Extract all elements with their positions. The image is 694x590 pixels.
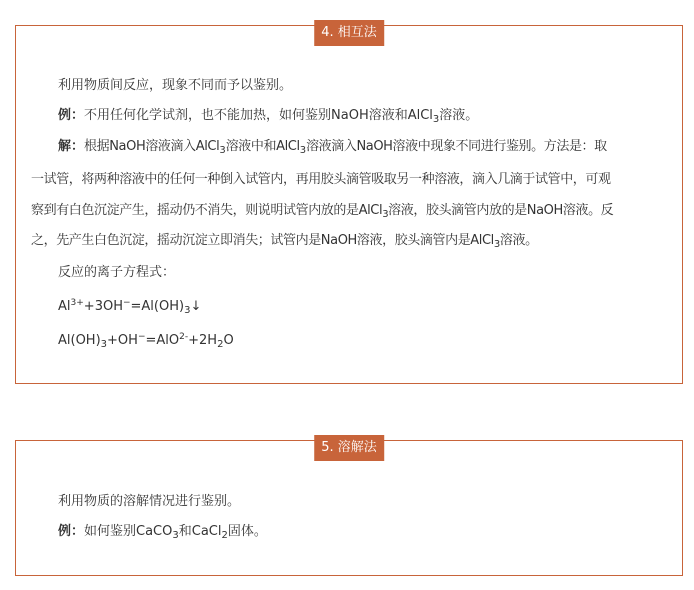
example-label: 例： <box>58 108 85 123</box>
sol3-sub: 3 <box>382 209 389 220</box>
eq1-sup1: 3+ <box>70 298 84 308</box>
s5-example-sub1: 3 <box>172 530 179 541</box>
section-4-solution-line-1 <box>58 138 674 156</box>
equation-2 <box>58 332 674 350</box>
section-4-tag: 4. 相互法 <box>314 20 384 46</box>
section-5-box <box>15 440 683 576</box>
sol1-sub1: 3 <box>219 145 226 156</box>
eq1-a: Al <box>58 299 71 314</box>
eq2-sub2: 2 <box>217 339 224 350</box>
sol1-b: 溶液中和AlCl <box>225 139 300 154</box>
section-4-example <box>58 107 674 125</box>
example-text-a: 不用任何化学试剂，也不能加热，如何鉴别NaOH溶液和AlCl <box>84 108 433 123</box>
eq1-sub: 3 <box>184 305 191 316</box>
eq2-sub1: 3 <box>100 339 108 350</box>
s5-example-sub2: 2 <box>221 530 228 541</box>
example-sub: 3 <box>432 114 440 125</box>
section-4-solution-line-3 <box>31 202 674 220</box>
solution-label: 解： <box>58 139 85 154</box>
example-label: 例： <box>58 524 85 539</box>
eq2-sup1: − <box>137 332 146 342</box>
s5-example-b: 和CaCl <box>178 524 222 539</box>
section-4-solution-line-4 <box>31 232 674 250</box>
eq1-c: =Al(OH) <box>130 299 185 314</box>
sol4-a: 之，先产生白色沉淀，摇动沉淀立即消失；试管内是NaOH溶液，胶头滴管内是AlCl <box>31 233 494 248</box>
equation-1 <box>58 298 674 316</box>
section-4-intro: 利用物质间反应，现象不同而予以鉴别。 <box>58 78 293 93</box>
s5-example-c: 固体。 <box>227 524 267 539</box>
section-5-intro: 利用物质的溶解情况进行鉴别。 <box>58 494 241 509</box>
sol4-sub: 3 <box>493 239 500 250</box>
sol4-b: 溶液。 <box>499 233 538 248</box>
sol3-b: 溶液，胶头滴管内放的是NaOH溶液。反 <box>388 203 614 218</box>
eq2-c: =AlO <box>145 333 180 348</box>
eq2-b: +OH <box>107 333 138 348</box>
eq2-d: +2H <box>188 333 218 348</box>
s5-example-a: 如何鉴别CaCO <box>84 524 173 539</box>
sol1-c: 溶液滴入NaOH溶液中现象不同进行鉴别。方法是：取 <box>306 139 607 154</box>
sol3-a: 察到有白色沉淀产生，摇动仍不消失，则说明试管内放的是AlCl <box>31 203 383 218</box>
sol1-sub2: 3 <box>299 145 307 156</box>
eq2-e: O <box>223 333 234 348</box>
sol1-a: 根据NaOH溶液滴入AlCl <box>84 139 220 154</box>
eq1-d: ↓ <box>190 299 202 314</box>
equation-title: 反应的离子方程式： <box>58 265 176 280</box>
eq1-b: +3OH <box>83 299 123 314</box>
section-4-solution-line-2: 一试管，将两种溶液中的任何一种倒入试管内，再用胶头滴管吸取另一种溶液，滴入几滴于试管中，可观 <box>31 172 611 187</box>
section-5-tag: 5. 溶解法 <box>314 435 384 461</box>
eq2-sup2: 2- <box>179 332 189 342</box>
example-text-b: 溶液。 <box>439 108 479 123</box>
eq2-a: Al(OH) <box>58 333 101 348</box>
section-5-example <box>58 523 674 541</box>
eq1-sup2: − <box>122 298 131 308</box>
section-4-box <box>15 25 683 384</box>
